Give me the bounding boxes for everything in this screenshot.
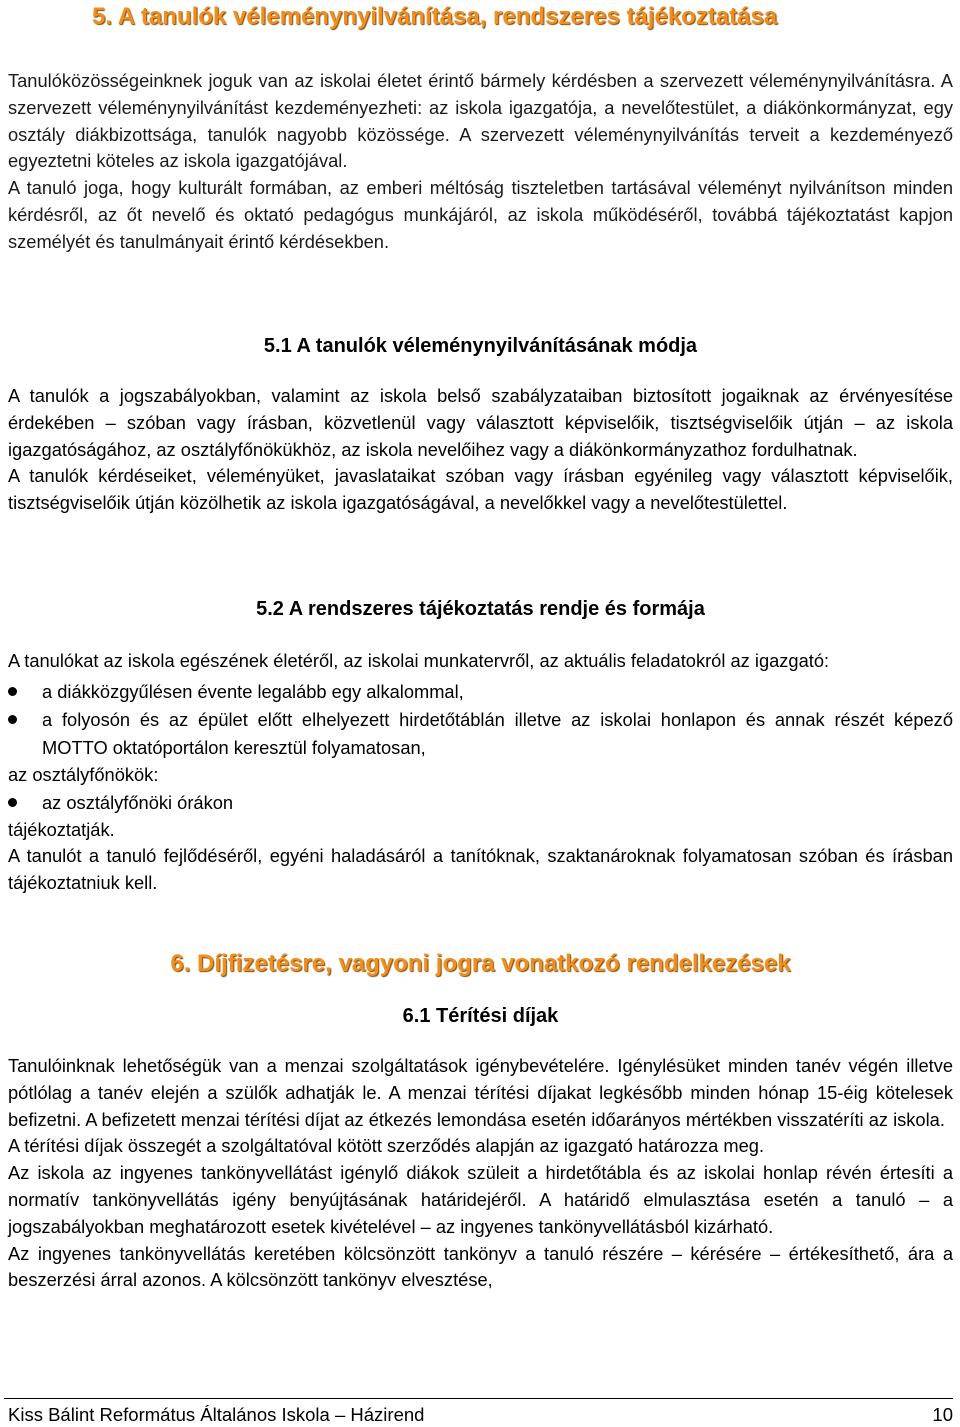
page-footer [8, 1403, 953, 1427]
teachers-label: az osztályfőnökök: [8, 763, 159, 785]
director-list [8, 678, 953, 762]
section-5-heading: 5. A tanulók véleménynyilvánítása, rendszeres tájékoztatása [92, 3, 778, 30]
list-item-text: az osztályfőnöki órákon [42, 791, 234, 813]
section-6-1-paragraph-2: A térítési díjak összegét a szolgáltatóval kötött szerződés alapján az igazgató határozza meg. [8, 1135, 765, 1157]
list-item [8, 678, 953, 706]
closing-text: tájékoztatják. [8, 818, 115, 840]
section-6-1-paragraph-1: Tanulóinknak lehetőségük van a menzai szolgáltatások igénybevételére. Igénylésüket minden tanév végén illetve pótlólag a tanév elején a szülők adhatják le. A menzai térítési díjakat legkésőbb minden hónap 15-éig kötelesek befizetni. A befizetett menzai térítési díjat az étkezés lemondása esetén időarányos mértékben visszatéríti az iskola. [8, 1055, 953, 1130]
section-5-2-paragraph-last: A tanulót a tanuló fejlődéséről, egyéni haladásáról a tanítóknak, szaktanároknak folyamatosan szóban és írásban tájékoztatniuk kell. [8, 845, 953, 894]
footer-school-name: Kiss Bálint Református Általános Iskola – Házirend [8, 1404, 425, 1425]
section-6-1-body [8, 1053, 953, 1294]
list-item [8, 789, 953, 817]
section-5-1-body [8, 383, 953, 517]
teacher-list [8, 789, 953, 817]
list-item-text: a folyosón és az épület előtt elhelyezett hirdetőtáblán illetve az iskolai honlapon és annak részét képező MOTTO oktatóportálon keresztül folyamatosan, [42, 708, 953, 758]
list-item [8, 706, 953, 762]
section-5-2-heading: 5.2 A rendszeres tájékoztatás rendje és formája [256, 598, 705, 620]
section-5-paragraph-2: A tanuló joga, hogy kulturált formában, az emberi méltóság tiszteletben tartásával véleményt nyilvánítson minden kérdésről, az őt nevelő és oktató pedagógus munkájáról, az iskola működéséről, továbbá tájékoztatást kapjon személyét és tanulmányait érintő kérdésekben. [8, 177, 953, 252]
section-5-body [8, 68, 953, 256]
section-5-1-paragraph-2: A tanulók kérdéseiket, véleményüket, javaslataikat szóban vagy írásban egyénileg vagy választott képviselőik, tisztségviselőik útján közölhetik az iskola igazgatóságával, a nevelőkkel vagy a nevelőtestülettel. [8, 465, 953, 514]
section-6-1-heading: 6.1 Térítési díjak [402, 1005, 559, 1027]
section-5-1-paragraph-1: A tanulók a jogszabályokban, valamint az iskola belső szabályzataiban biztosított jogaiknak az érvényesítése érdekében – szóban vagy írásban, közvetlenül vagy választott képviselőik, tisztségviselőik útján – az iskola igazgatóságához, az osztályfőnökükhöz, az iskola nevelőihez vagy a diákönkormányzathoz fordulhatnak. [8, 385, 953, 460]
section-6-heading: 6. Díjfizetésre, vagyoni jogra vonatkozó rendelkezések [170, 950, 791, 977]
section-5-1-heading: 5.1 A tanulók véleménynyilvánításának módja [263, 335, 698, 357]
footer-divider [4, 1398, 953, 1399]
section-5-2-intro: A tanulókat az iskola egészének életéről, az iskolai munkatervről, az aktuális feladatokról az igazgató: [8, 650, 830, 671]
section-6-1-paragraph-4: Az ingyenes tankönyvellátás keretében kölcsönzött tankönyv a tanuló részére – kérésére – értékesíthető, ára a beszerzési árral azonos. A kölcsönzött tankönyv elvesztése, [8, 1242, 953, 1291]
section-6-1-paragraph-3: Az iskola az ingyenes tankönyvellátást igénylő diákok szüleit a hirdetőtábla és az iskolai honlap révén értesíti a normatív tankönyvellátás igény benyújtásának határidejéről. A határidő elmulasztása esetén a tanuló – a jogszabályokban meghatározott esetek kivételével – az ingyenes tankönyvellátásból kizárható. [8, 1162, 953, 1237]
section-5-2-body [8, 648, 953, 897]
section-5-paragraph-1: Tanulóközösségeinknek joguk van az iskolai életet érintő bármely kérdésben a szervezett véleménynyilvánításra. A szervezett véleménynyilvánítást kezdeményezheti: az iskola igazgatója, a nevelőtestület, a diákönkormányzat, egy osztály diákbizottsága, tanulók nagyobb közössége. A szervezett véleménynyilvánítás terveit a kezdeményező egyeztetni köteles az iskola igazgatójával. [8, 70, 953, 172]
page-number: 10 [932, 1404, 953, 1425]
bullet-icon [8, 715, 17, 724]
list-item-text: a diákközgyűlésen évente legalább egy alkalommal, [42, 680, 464, 702]
bullet-icon [8, 687, 17, 696]
bullet-icon [8, 798, 17, 807]
